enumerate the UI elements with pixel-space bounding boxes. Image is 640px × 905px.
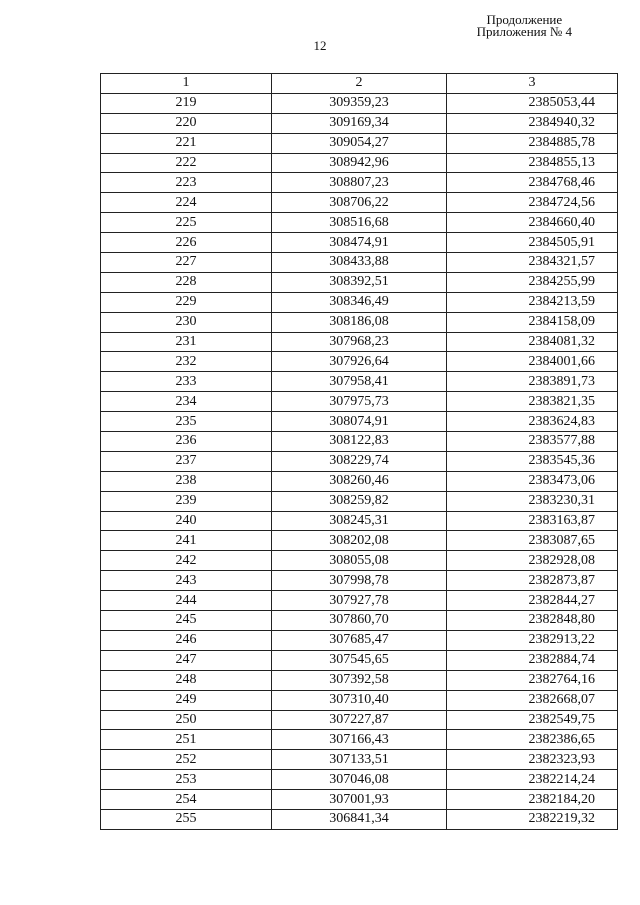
table-row bbox=[101, 233, 618, 253]
y-coordinate-cell: 2384001,66 bbox=[447, 352, 618, 372]
point-number-cell: 244 bbox=[101, 591, 272, 611]
table-row bbox=[101, 153, 618, 173]
point-number-cell: 246 bbox=[101, 630, 272, 650]
table-row bbox=[101, 312, 618, 332]
point-number-cell: 223 bbox=[101, 173, 272, 193]
x-coordinate-cell: 308807,23 bbox=[272, 173, 447, 193]
point-number-cell: 222 bbox=[101, 153, 272, 173]
continuation-label: Продолжение bbox=[486, 12, 563, 27]
x-coordinate-cell: 307133,51 bbox=[272, 750, 447, 770]
table-row bbox=[101, 611, 618, 631]
x-coordinate-cell: 308346,49 bbox=[272, 292, 447, 312]
y-coordinate-cell: 2383473,06 bbox=[447, 471, 618, 491]
y-coordinate-cell: 2382668,07 bbox=[447, 690, 618, 710]
point-number-cell: 249 bbox=[101, 690, 272, 710]
y-coordinate-cell: 2384768,46 bbox=[447, 173, 618, 193]
y-coordinate-cell: 2382323,93 bbox=[447, 750, 618, 770]
x-coordinate-cell: 307998,78 bbox=[272, 571, 447, 591]
table-row bbox=[101, 750, 618, 770]
y-coordinate-cell: 2384505,91 bbox=[447, 233, 618, 253]
y-coordinate-cell: 2384660,40 bbox=[447, 213, 618, 233]
y-coordinate-cell: 2382913,22 bbox=[447, 630, 618, 650]
table-row bbox=[101, 511, 618, 531]
point-number-cell: 247 bbox=[101, 650, 272, 670]
point-number-cell: 252 bbox=[101, 750, 272, 770]
y-coordinate-cell: 2384885,78 bbox=[447, 133, 618, 153]
y-coordinate-cell: 2382873,87 bbox=[447, 571, 618, 591]
y-coordinate-cell: 2382884,74 bbox=[447, 650, 618, 670]
x-coordinate-cell: 309054,27 bbox=[272, 133, 447, 153]
y-coordinate-cell: 2383624,83 bbox=[447, 412, 618, 432]
x-coordinate-cell: 308474,91 bbox=[272, 233, 447, 253]
table-row bbox=[101, 690, 618, 710]
table-row bbox=[101, 790, 618, 810]
table-row bbox=[101, 213, 618, 233]
y-coordinate-cell: 2384081,32 bbox=[447, 332, 618, 352]
point-number-cell: 227 bbox=[101, 253, 272, 273]
y-coordinate-cell: 2383891,73 bbox=[447, 372, 618, 392]
table-row bbox=[101, 253, 618, 273]
table-row bbox=[101, 551, 618, 571]
table-row bbox=[101, 412, 618, 432]
x-coordinate-cell: 308942,96 bbox=[272, 153, 447, 173]
column-header-y: 3 bbox=[447, 74, 618, 94]
y-coordinate-cell: 2382928,08 bbox=[447, 551, 618, 571]
x-coordinate-cell: 307860,70 bbox=[272, 611, 447, 631]
table-body bbox=[101, 93, 618, 829]
appendix-label: Приложения № 4 bbox=[476, 24, 572, 39]
y-coordinate-cell: 2384855,13 bbox=[447, 153, 618, 173]
x-coordinate-cell: 307968,23 bbox=[272, 332, 447, 352]
y-coordinate-cell: 2382764,16 bbox=[447, 670, 618, 690]
table-row bbox=[101, 113, 618, 133]
x-coordinate-cell: 307927,78 bbox=[272, 591, 447, 611]
x-coordinate-cell: 307227,87 bbox=[272, 710, 447, 730]
point-number-cell: 233 bbox=[101, 372, 272, 392]
y-coordinate-cell: 2382844,27 bbox=[447, 591, 618, 611]
x-coordinate-cell: 307001,93 bbox=[272, 790, 447, 810]
point-number-cell: 239 bbox=[101, 491, 272, 511]
appendix-continuation-note bbox=[477, 14, 572, 38]
table-row bbox=[101, 571, 618, 591]
table-row bbox=[101, 93, 618, 113]
table-row bbox=[101, 432, 618, 452]
x-coordinate-cell: 309169,34 bbox=[272, 113, 447, 133]
point-number-cell: 238 bbox=[101, 471, 272, 491]
x-coordinate-cell: 308706,22 bbox=[272, 193, 447, 213]
table-row bbox=[101, 193, 618, 213]
table-row bbox=[101, 491, 618, 511]
y-coordinate-cell: 2383087,65 bbox=[447, 531, 618, 551]
point-number-cell: 255 bbox=[101, 809, 272, 829]
y-coordinate-cell: 2383821,35 bbox=[447, 392, 618, 412]
x-coordinate-cell: 307166,43 bbox=[272, 730, 447, 750]
table-row bbox=[101, 710, 618, 730]
point-number-cell: 245 bbox=[101, 611, 272, 631]
table-row bbox=[101, 471, 618, 491]
point-number-cell: 221 bbox=[101, 133, 272, 153]
table-row bbox=[101, 392, 618, 412]
x-coordinate-cell: 308392,51 bbox=[272, 272, 447, 292]
point-number-cell: 226 bbox=[101, 233, 272, 253]
y-coordinate-cell: 2384321,57 bbox=[447, 253, 618, 273]
y-coordinate-cell: 2382549,75 bbox=[447, 710, 618, 730]
x-coordinate-cell: 307958,41 bbox=[272, 372, 447, 392]
x-coordinate-cell: 307685,47 bbox=[272, 630, 447, 650]
y-coordinate-cell: 2383577,88 bbox=[447, 432, 618, 452]
y-coordinate-cell: 2382214,24 bbox=[447, 770, 618, 790]
point-number-cell: 235 bbox=[101, 412, 272, 432]
y-coordinate-cell: 2384724,56 bbox=[447, 193, 618, 213]
point-number-cell: 234 bbox=[101, 392, 272, 412]
point-number-cell: 243 bbox=[101, 571, 272, 591]
y-coordinate-cell: 2383163,87 bbox=[447, 511, 618, 531]
column-header-x: 2 bbox=[272, 74, 447, 94]
y-coordinate-cell: 2382386,65 bbox=[447, 730, 618, 750]
table-row bbox=[101, 332, 618, 352]
y-coordinate-cell: 2383545,36 bbox=[447, 451, 618, 471]
x-coordinate-cell: 308202,08 bbox=[272, 531, 447, 551]
point-number-cell: 224 bbox=[101, 193, 272, 213]
table-row bbox=[101, 630, 618, 650]
point-number-cell: 219 bbox=[101, 93, 272, 113]
table-row bbox=[101, 272, 618, 292]
coordinates-table bbox=[100, 73, 618, 830]
table-row bbox=[101, 173, 618, 193]
x-coordinate-cell: 308186,08 bbox=[272, 312, 447, 332]
point-number-cell: 232 bbox=[101, 352, 272, 372]
x-coordinate-cell: 307975,73 bbox=[272, 392, 447, 412]
x-coordinate-cell: 308122,83 bbox=[272, 432, 447, 452]
table-row bbox=[101, 292, 618, 312]
x-coordinate-cell: 308055,08 bbox=[272, 551, 447, 571]
x-coordinate-cell: 307392,58 bbox=[272, 670, 447, 690]
table-row bbox=[101, 650, 618, 670]
table-row bbox=[101, 670, 618, 690]
x-coordinate-cell: 309359,23 bbox=[272, 93, 447, 113]
table-row bbox=[101, 730, 618, 750]
y-coordinate-cell: 2384940,32 bbox=[447, 113, 618, 133]
table-row bbox=[101, 352, 618, 372]
x-coordinate-cell: 308229,74 bbox=[272, 451, 447, 471]
x-coordinate-cell: 307926,64 bbox=[272, 352, 447, 372]
x-coordinate-cell: 307310,40 bbox=[272, 690, 447, 710]
table-row bbox=[101, 531, 618, 551]
point-number-cell: 229 bbox=[101, 292, 272, 312]
y-coordinate-cell: 2382184,20 bbox=[447, 790, 618, 810]
table-row bbox=[101, 372, 618, 392]
point-number-cell: 250 bbox=[101, 710, 272, 730]
point-number-cell: 254 bbox=[101, 790, 272, 810]
table-row bbox=[101, 770, 618, 790]
point-number-cell: 225 bbox=[101, 213, 272, 233]
table-row bbox=[101, 451, 618, 471]
y-coordinate-cell: 2382219,32 bbox=[447, 809, 618, 829]
x-coordinate-cell: 308433,88 bbox=[272, 253, 447, 273]
x-coordinate-cell: 308516,68 bbox=[272, 213, 447, 233]
point-number-cell: 228 bbox=[101, 272, 272, 292]
table-row bbox=[101, 591, 618, 611]
table-row bbox=[101, 809, 618, 829]
point-number-cell: 248 bbox=[101, 670, 272, 690]
x-coordinate-cell: 308259,82 bbox=[272, 491, 447, 511]
y-coordinate-cell: 2385053,44 bbox=[447, 93, 618, 113]
y-coordinate-cell: 2383230,31 bbox=[447, 491, 618, 511]
column-header-point: 1 bbox=[101, 74, 272, 94]
y-coordinate-cell: 2382848,80 bbox=[447, 611, 618, 631]
point-number-cell: 240 bbox=[101, 511, 272, 531]
y-coordinate-cell: 2384213,59 bbox=[447, 292, 618, 312]
point-number-cell: 236 bbox=[101, 432, 272, 452]
x-coordinate-cell: 308245,31 bbox=[272, 511, 447, 531]
x-coordinate-cell: 307545,65 bbox=[272, 650, 447, 670]
y-coordinate-cell: 2384255,99 bbox=[447, 272, 618, 292]
table-header-row bbox=[101, 74, 618, 94]
x-coordinate-cell: 306841,34 bbox=[272, 809, 447, 829]
point-number-cell: 242 bbox=[101, 551, 272, 571]
x-coordinate-cell: 308260,46 bbox=[272, 471, 447, 491]
point-number-cell: 230 bbox=[101, 312, 272, 332]
point-number-cell: 220 bbox=[101, 113, 272, 133]
x-coordinate-cell: 307046,08 bbox=[272, 770, 447, 790]
point-number-cell: 241 bbox=[101, 531, 272, 551]
page-number: 12 bbox=[313, 38, 327, 53]
x-coordinate-cell: 308074,91 bbox=[272, 412, 447, 432]
point-number-cell: 253 bbox=[101, 770, 272, 790]
table-row bbox=[101, 133, 618, 153]
point-number-cell: 251 bbox=[101, 730, 272, 750]
y-coordinate-cell: 2384158,09 bbox=[447, 312, 618, 332]
point-number-cell: 231 bbox=[101, 332, 272, 352]
point-number-cell: 237 bbox=[101, 451, 272, 471]
